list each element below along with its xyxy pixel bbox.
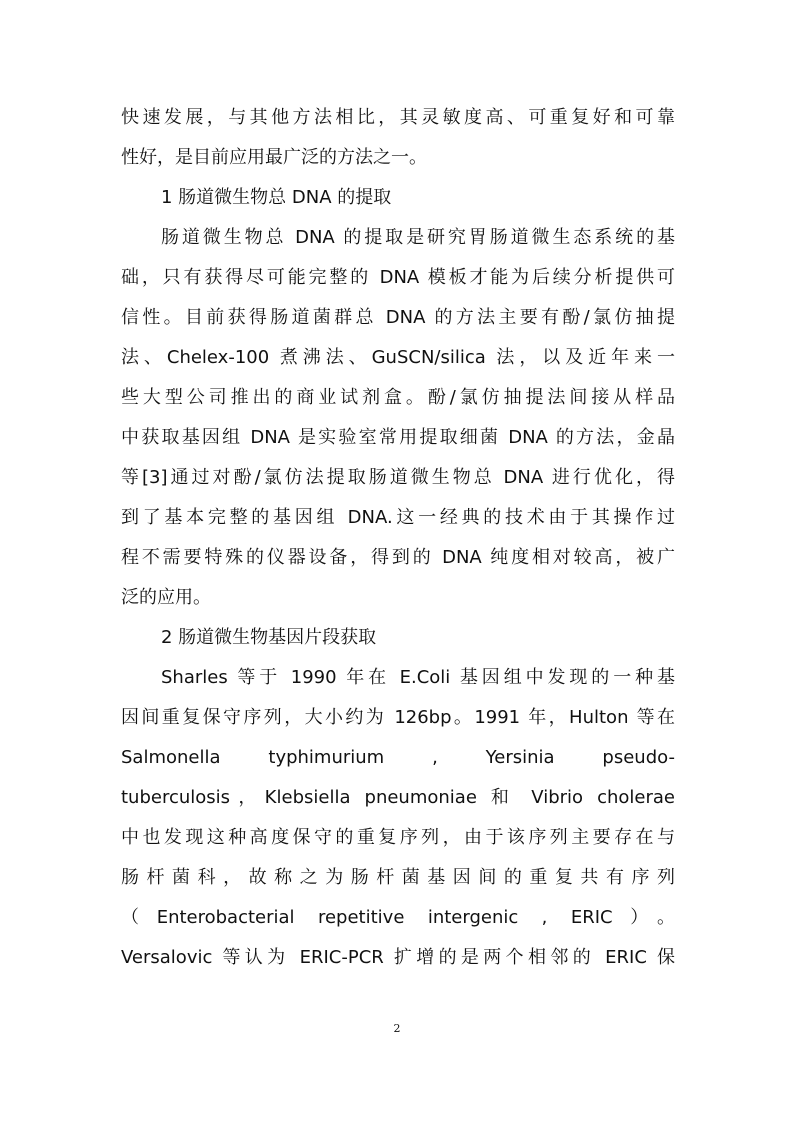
text-line: 因间重复保守序列，大小约为 126bp。1991 年，Hulton 等在 (121, 707, 675, 728)
text-line: Salmonella typhimurium , Yersinia pseudo- (121, 747, 675, 768)
section-heading: 2 肠道微生物基因片段获取 (161, 627, 377, 648)
text-line: 快速发展，与其他方法相比，其灵敏度高、可重复好和可靠 (121, 107, 675, 128)
text-line: 泛的应用。 (121, 587, 211, 608)
text-line: 等[3]通过对酚/氯仿法提取肠道微生物总 DNA 进行优化，得 (121, 467, 675, 488)
text-line: tuberculosis，Klebsiella pneumoniae 和 Vibrio cholerae (121, 787, 675, 808)
text-line: （Enterobacterial repetitive intergenic , ERIC）。 (121, 907, 675, 928)
text-line: 些大型公司推出的商业试剂盒。酚/氯仿抽提法间接从样品 (121, 387, 675, 408)
text-line: Versalovic 等认为 ERIC-PCR 扩增的是两个相邻的 ERIC 保 (121, 947, 675, 968)
text-line: 肠道微生物总 DNA 的提取是研究胃肠道微生态系统的基 (161, 227, 675, 248)
text-line: 法、Chelex-100 煮沸法、GuSCN/silica 法，以及近年来一 (121, 347, 675, 368)
text-line: 中获取基因组 DNA 是实验室常用提取细菌 DNA 的方法，金晶 (121, 427, 675, 448)
text-line: 程不需要特殊的仪器设备，得到的 DNA 纯度相对较高，被广 (121, 547, 675, 568)
text-line: 中也发现这种高度保守的重复序列，由于该序列主要存在与 (121, 827, 675, 848)
text-line: 础，只有获得尽可能完整的 DNA 模板才能为后续分析提供可 (121, 267, 675, 288)
section-heading: 1 肠道微生物总 DNA 的提取 (161, 187, 392, 208)
text-line: 到了基本完整的基因组 DNA.这一经典的技术由于其操作过 (121, 507, 675, 528)
text-line: 性好，是目前应用最广泛的方法之一。 (121, 147, 427, 168)
page-number: 2 (393, 1022, 401, 1035)
text-line: 肠杆菌科，故称之为肠杆菌基因间的重复共有序列 (121, 867, 675, 888)
body-text (121, 98, 675, 978)
text-line: Sharles 等于 1990 年在 E.Coli 基因组中发现的一种基 (161, 667, 675, 688)
text-line: 信性。目前获得肠道菌群总 DNA 的方法主要有酚/氯仿抽提 (121, 307, 675, 328)
